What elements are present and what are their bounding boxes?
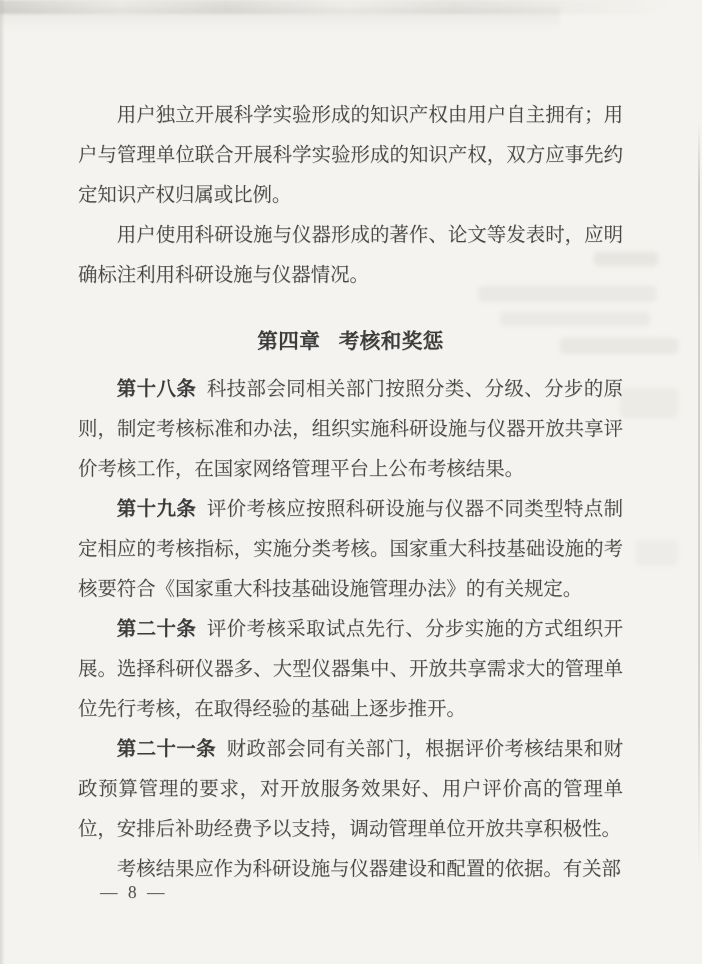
article-19 <box>78 490 623 610</box>
paragraph-assessment-results: 考核结果应作为科研设施与仪器建设和配置的依据。有关部 <box>116 859 621 880</box>
article-21-text: 财政部会同有关部门，根据评价考核结果和财政预算管理的要求，对开放服务效果好、用户评价高的管理单位，安排后补助经费予以支持，调动管理单位开放共享积极性。 <box>78 739 624 840</box>
article-21-number: 第二十一条 <box>116 739 216 760</box>
article-18-number: 第十八条 <box>116 379 197 400</box>
paragraph-citation-requirement: 用户使用科研设施与仪器形成的著作、论文等发表时，应明确标注利用科研设施与仪器情况。 <box>78 225 623 286</box>
article-20-text: 评价考核采取试点先行、分步实施的方式组织开展。选择科研仪器多、大型仪器集中、开放共享需求大的管理单位先行考核，在取得经验的基础上逐步推开。 <box>78 619 623 720</box>
chapter-heading <box>78 322 623 362</box>
article-19-number: 第十九条 <box>116 499 197 520</box>
document-text-column <box>78 96 623 890</box>
article-18 <box>78 370 623 490</box>
page-number: — 8 — <box>100 882 168 902</box>
chapter-number: 第四章 <box>257 331 321 353</box>
chapter-title: 考核和奖惩 <box>338 331 444 353</box>
article-21 <box>78 730 623 850</box>
scan-edge-shadow-top-fade <box>0 8 560 30</box>
article-19-text: 评价考核应按照科研设施与仪器不同类型特点制定相应的考核指标，实施分类考核。国家重大科技基础设施的考核要符合《国家重大科技基础设施管理办法》的有关规定。 <box>78 499 623 600</box>
ink-bleed-artifact <box>620 388 678 418</box>
article-20-number: 第二十条 <box>116 619 197 640</box>
paragraph-intellectual-property: 用户独立开展科学实验形成的知识产权由用户自主拥有；用户与管理单位联合开展科学实验形成的知识产权，双方应事先约定知识产权归属或比例。 <box>78 105 623 206</box>
scan-fold-line-right <box>698 122 700 872</box>
article-18-text: 科技部会同相关部门按照分类、分级、分步的原则，制定考核标准和办法，组织实施科研设施与仪器开放共享评价考核工作，在国家网络管理平台上公布考核结果。 <box>78 379 623 480</box>
scan-edge-shadow-left <box>0 0 5 964</box>
article-20 <box>78 610 623 730</box>
ink-bleed-artifact <box>636 540 678 566</box>
